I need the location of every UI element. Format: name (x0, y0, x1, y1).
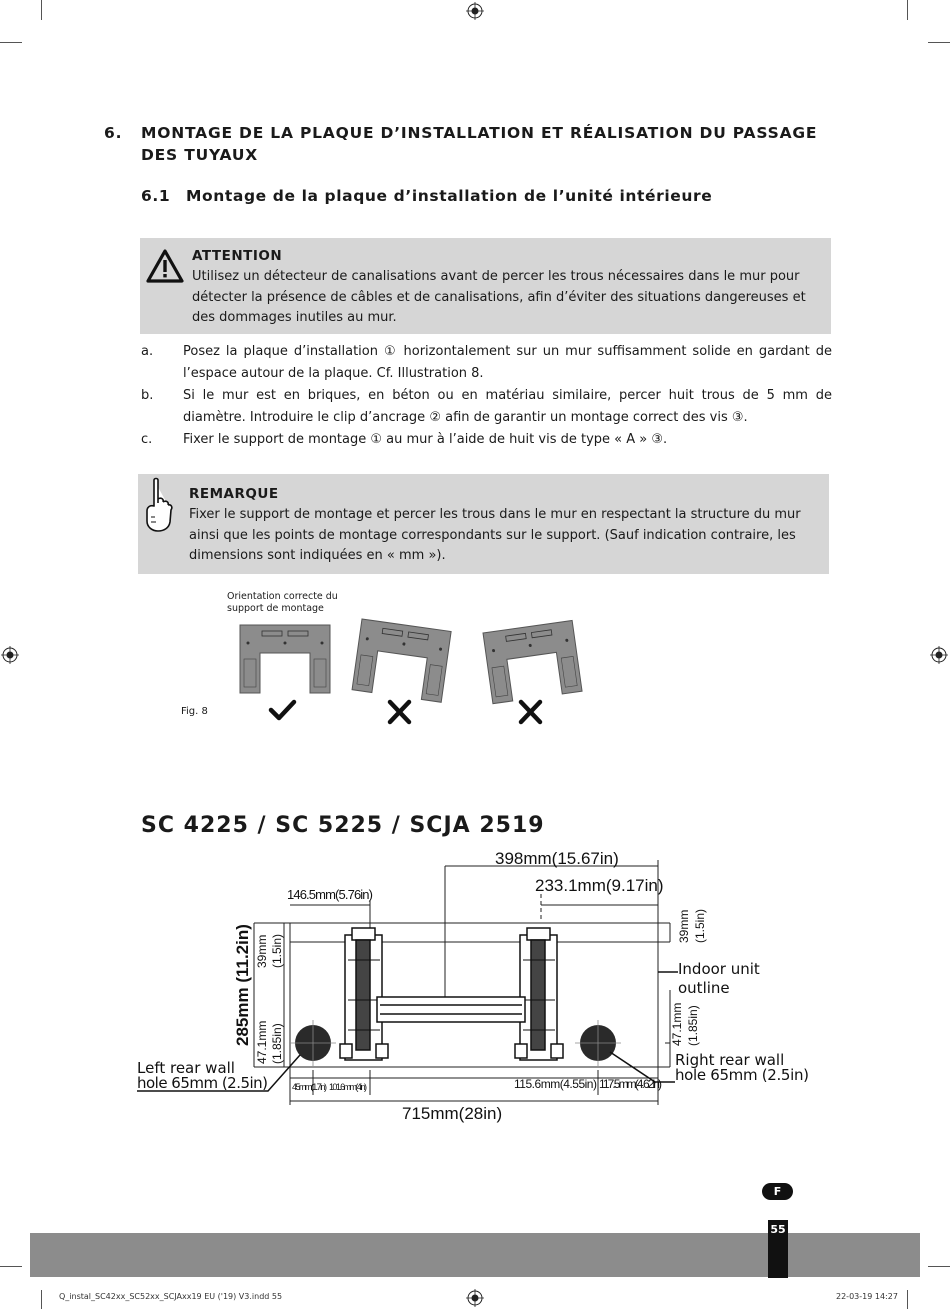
remark-heading: REMARQUE (189, 486, 279, 502)
section-number: 6. (104, 124, 123, 142)
language-badge: F (762, 1183, 793, 1200)
dim-47-right-in: (1.85in) (686, 1005, 700, 1046)
dim-101: 101.6mm(4in) (329, 1082, 367, 1092)
remark-box (138, 474, 829, 574)
subsection-title: Montage de la plaque d’installation de l’unité intérieure (186, 187, 713, 205)
dim-115: 115.6mm(4.55in) (514, 1077, 597, 1091)
list-item: a. Posez la plaque d’installation ① horizontalement sur un mur suffisamment solide en gardant de l’espace autour de la plaque. Cf. Illustration 8. (141, 344, 832, 381)
subsection-heading (141, 187, 712, 205)
dim-39-left-in: (1.5in) (270, 933, 284, 968)
registration-mark-icon (930, 646, 948, 664)
dim-39-right-in: (1.5in) (693, 908, 707, 943)
dim-47-left-in: (1.85in) (270, 1023, 284, 1064)
bracket-right (515, 928, 563, 1060)
figure-label: Fig. 8 (181, 706, 208, 717)
list-item: b. Si le mur est en briques, en béton ou en matériau similaire, percer huit trous de 5 mm de diamètre. Introduire le clip d’ancrage ② afin de garantir un montage correct des vis ③. (141, 388, 832, 425)
check-icon (271, 702, 294, 718)
cross-icon (521, 702, 540, 722)
dim-39-left-mm: 39mm (255, 934, 269, 968)
bracket-left (340, 928, 388, 1060)
crop-mark (0, 1266, 22, 1267)
registration-mark-icon (1, 646, 19, 664)
page-number: 55 (768, 1220, 788, 1278)
attention-box (140, 238, 831, 334)
figure-caption: Orientation correcte du support de montage (227, 591, 338, 614)
dim-39-right-mm: 39mm (677, 909, 691, 943)
subsection-number: 6.1 (141, 187, 171, 205)
incorrect-orientation-plate (352, 619, 451, 702)
incorrect-orientation-plate (483, 620, 582, 703)
model-title: SC 4225 / SC 5225 / SCJA 2519 (141, 813, 545, 838)
dim-47-left-mm: 47.1mm (255, 1020, 269, 1064)
crop-mark (41, 1290, 42, 1309)
right-hole-label-line1: Right rear wall (675, 1051, 785, 1069)
list-item: c. Fixer le support de montage ① au mur à l’aide de huit vis de type « A » ③. (141, 432, 668, 447)
remark-text: Fixer le support de montage et percer les trous dans le mur en respectant la structure du mur ainsi que les points de montage correspondants sur le support. (Sauf indication contraire, les dimensions sont indiquées en « mm »). (189, 507, 801, 563)
registration-mark-icon (466, 1289, 484, 1307)
indoor-unit-label-line2: outline (678, 979, 730, 997)
dimension-drawing (130, 840, 830, 1130)
date-slug: 22-03-19 14:27 (836, 1292, 898, 1301)
dim-146: 146.5mm(5.76in) (287, 887, 373, 902)
bracket-crossbar (377, 997, 525, 1022)
crop-mark (928, 42, 950, 43)
instruction-list (141, 341, 832, 451)
cross-icon (390, 702, 409, 722)
dim-398: 398mm(15.67in) (495, 849, 619, 868)
mounting-orientation-figure (230, 605, 590, 730)
right-hole-label-line2: hole 65mm (2.5in) (675, 1066, 809, 1084)
crop-mark (0, 42, 22, 43)
registration-mark-icon (466, 2, 484, 20)
crop-mark (907, 1290, 908, 1309)
dim-715: 715mm(28in) (402, 1104, 503, 1123)
indoor-unit-label-line1: Indoor unit (678, 960, 760, 978)
right-wall-hole (575, 1020, 621, 1066)
dim-45: 45mm(1.7in) (292, 1082, 327, 1092)
section-title: MONTAGE DE LA PLAQUE D’INSTALLATION ET RÉALISATION DU PASSAGE DES TUYAUX (141, 124, 818, 164)
dim-285: 285mm (11.2in) (233, 924, 252, 1046)
dim-47-right-mm: 47.1mm (670, 1002, 684, 1046)
warning-triangle-icon (146, 249, 184, 283)
left-hole-label-line1: Left rear wall (137, 1059, 235, 1077)
pointing-hand-icon (142, 477, 174, 533)
dim-233: 233.1mm(9.17in) (535, 876, 664, 895)
attention-text: Utilisez un détecteur de canalisations avant de percer les trous nécessaires dans le mur pour détecter la présence de câbles et de canalisations, afin d’éviter des situations dangereuses et des dommages inutiles au mur. (192, 269, 806, 325)
attention-heading: ATTENTION (192, 248, 283, 264)
crop-mark (907, 0, 908, 20)
file-slug: Q_instal_SC42xx_SC52xx_SCJAxx19 EU ('19) V3.indd 55 (59, 1292, 283, 1301)
crop-mark (928, 1266, 950, 1267)
dim-117: 117.5mm(4.62in) (599, 1077, 662, 1091)
left-hole-label-line2: hole 65mm (2.5in) (137, 1074, 268, 1092)
crop-mark (41, 0, 42, 20)
correct-orientation-plate (240, 625, 330, 693)
